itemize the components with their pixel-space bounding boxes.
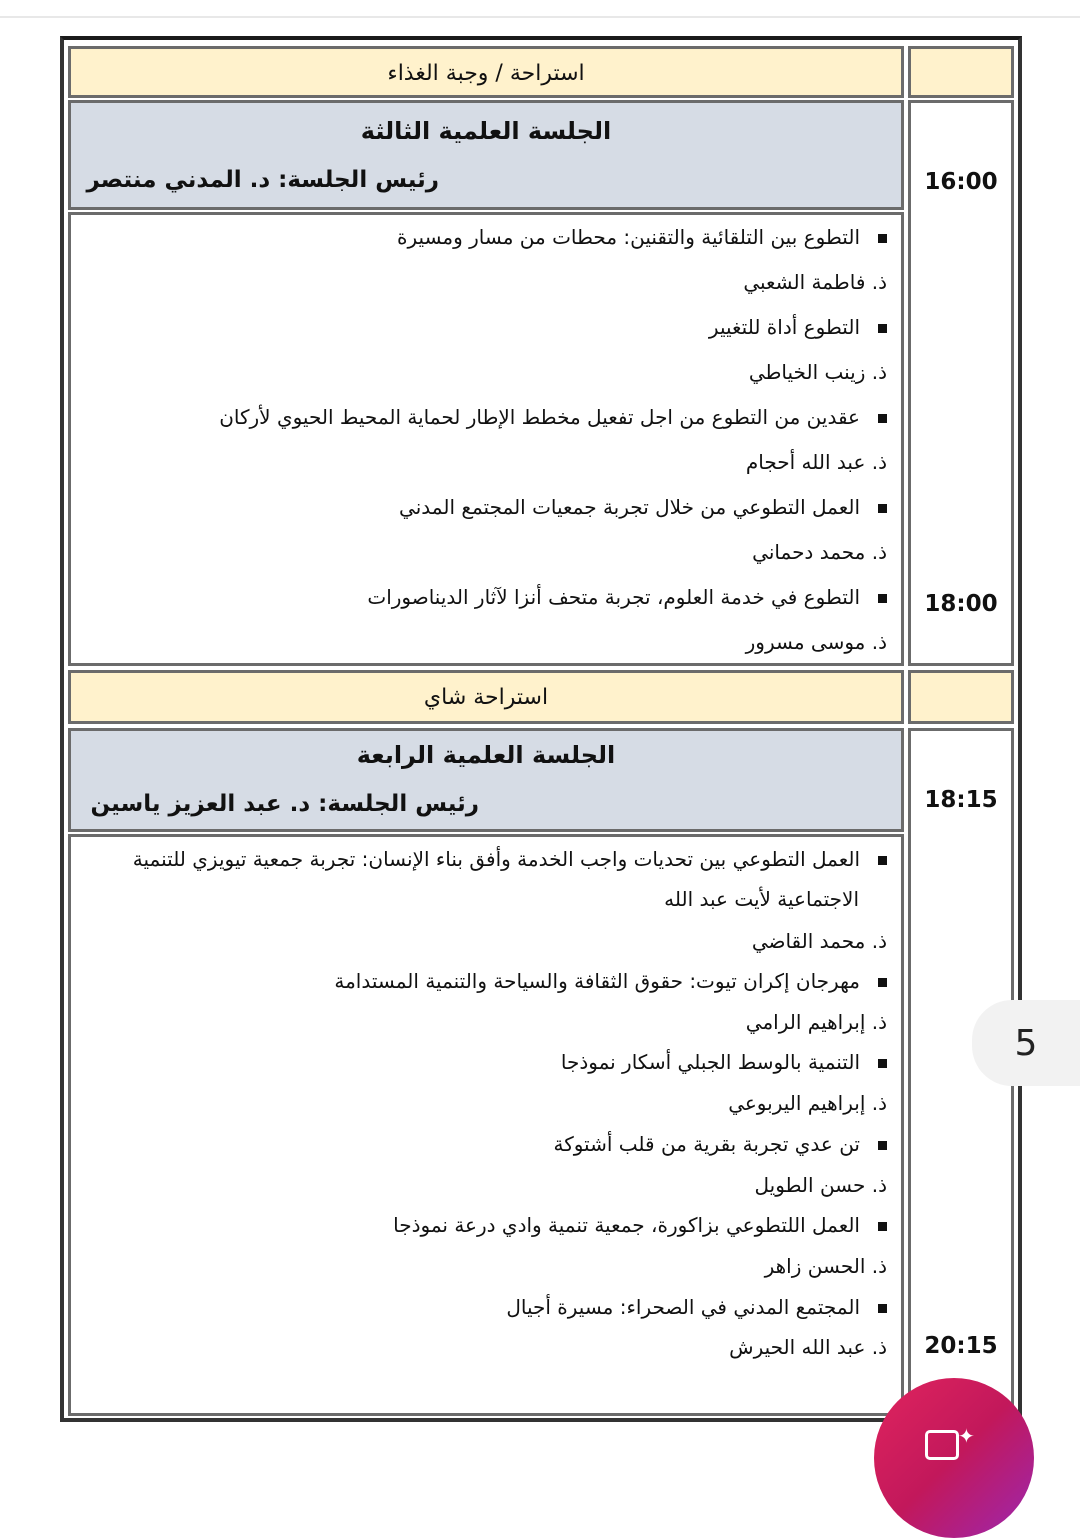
- session4-items: [68, 834, 904, 1416]
- speaker-name: ذ. عبد الله الحيرش: [729, 1335, 887, 1359]
- bullet-icon: [878, 324, 887, 333]
- list-item: العمل اللتطوعي بزاكورة، جمعية تنمية وادي درعة نموذجا: [85, 1205, 887, 1245]
- bullet-icon: [878, 856, 887, 865]
- break-lunch-label: استراحة / وجبة الغذاء: [387, 61, 585, 86]
- speaker-name: ذ. زينب الخياطي: [748, 360, 887, 384]
- session4-title: الجلسة العلمية الرابعة: [356, 741, 616, 769]
- list-item: التطوع في خدمة العلوم، تجربة متحف أنزا لآثار الديناصورات: [85, 577, 887, 617]
- bullet-icon: [878, 414, 887, 423]
- session3-time-end: 18:00: [924, 591, 998, 617]
- session3-title: الجلسة العلمية الثالثة: [360, 117, 612, 145]
- list-item: مهرجان إكران تيوت: حقوق الثقافة والسياحة والتنمية المستدامة: [85, 961, 887, 1001]
- list-item: التطوع أداة للتغيير: [85, 307, 887, 347]
- break-tea-time: [908, 670, 1014, 724]
- bullet-icon: [878, 594, 887, 603]
- list-item: العمل التطوعي بين تحديات واجب الخدمة وأفق بناء الإنسان: تجربة جمعية تيويزي للتنمية: [85, 839, 887, 879]
- list-item: العمل التطوعي من خلال تجربة جمعيات المجتمع المدني: [85, 487, 887, 527]
- sparkle-icon: ✦: [958, 1424, 975, 1448]
- speaker-name: ذ. محمد القاضي: [751, 929, 887, 953]
- list-item-continuation: الاجتماعية لأيت عبد الله: [664, 887, 859, 911]
- speaker-name: ذ. محمد دحماني: [752, 540, 887, 564]
- speaker-name: ذ. موسى مسرور: [745, 630, 887, 654]
- session3-chair: رئيس الجلسة: د. المدني منتصر: [86, 167, 439, 193]
- speaker-name: ذ. إبراهيم الرامي: [745, 1010, 887, 1034]
- session4-time-end: 20:15: [924, 1333, 998, 1359]
- list-item: التطوع بين التلقائية والتقنين: محطات من مسار ومسيرة: [85, 217, 887, 257]
- list-item: عقدين من التطوع من اجل تفعيل مخطط الإطار لحماية المحيط الحيوي لأركان: [85, 397, 887, 437]
- session3-items: [68, 212, 904, 666]
- bullet-icon: [878, 1059, 887, 1068]
- session4-header: [68, 728, 904, 832]
- session4-time-start: 18:15: [924, 787, 998, 813]
- bullet-icon: [878, 1141, 887, 1150]
- speaker-name: ذ. فاطمة الشعبي: [743, 270, 887, 294]
- speaker-name: ذ. إبراهيم اليربوعي: [728, 1091, 887, 1115]
- bullet-icon: [878, 1304, 887, 1313]
- session3-header: [68, 100, 904, 210]
- session4-chair: رئيس الجلسة: د. عبد العزيز ياسين: [90, 791, 479, 817]
- program-table: [60, 36, 1022, 1422]
- break-lunch-time: [908, 46, 1014, 98]
- edit-image-icon: [925, 1430, 959, 1460]
- speaker-name: ذ. عبد الله أحجام: [745, 450, 887, 474]
- break-lunch-cell: [68, 46, 904, 98]
- break-tea-label: استراحة شاي: [423, 685, 549, 710]
- break-tea-cell: [68, 670, 904, 724]
- session3-time-start: 16:00: [924, 169, 998, 195]
- bullet-icon: [878, 504, 887, 513]
- session3-time-cell: [908, 100, 1014, 666]
- speaker-name: ذ. حسن الطويل: [754, 1173, 887, 1197]
- list-item: تن عدي تجربة بقرية من قلب أشتوكة: [85, 1124, 887, 1164]
- bullet-icon: [878, 978, 887, 987]
- speaker-name: ذ. الحسن زاهر: [764, 1254, 887, 1278]
- bullet-icon: [878, 234, 887, 243]
- top-divider: [0, 16, 1080, 18]
- list-item: المجتمع المدني في الصحراء: مسيرة أجيال: [85, 1287, 887, 1327]
- list-item: التنمية بالوسط الجبلي أسكار نموذجا: [85, 1042, 887, 1082]
- page-number-indicator[interactable]: 5: [972, 1000, 1080, 1086]
- bullet-icon: [878, 1222, 887, 1231]
